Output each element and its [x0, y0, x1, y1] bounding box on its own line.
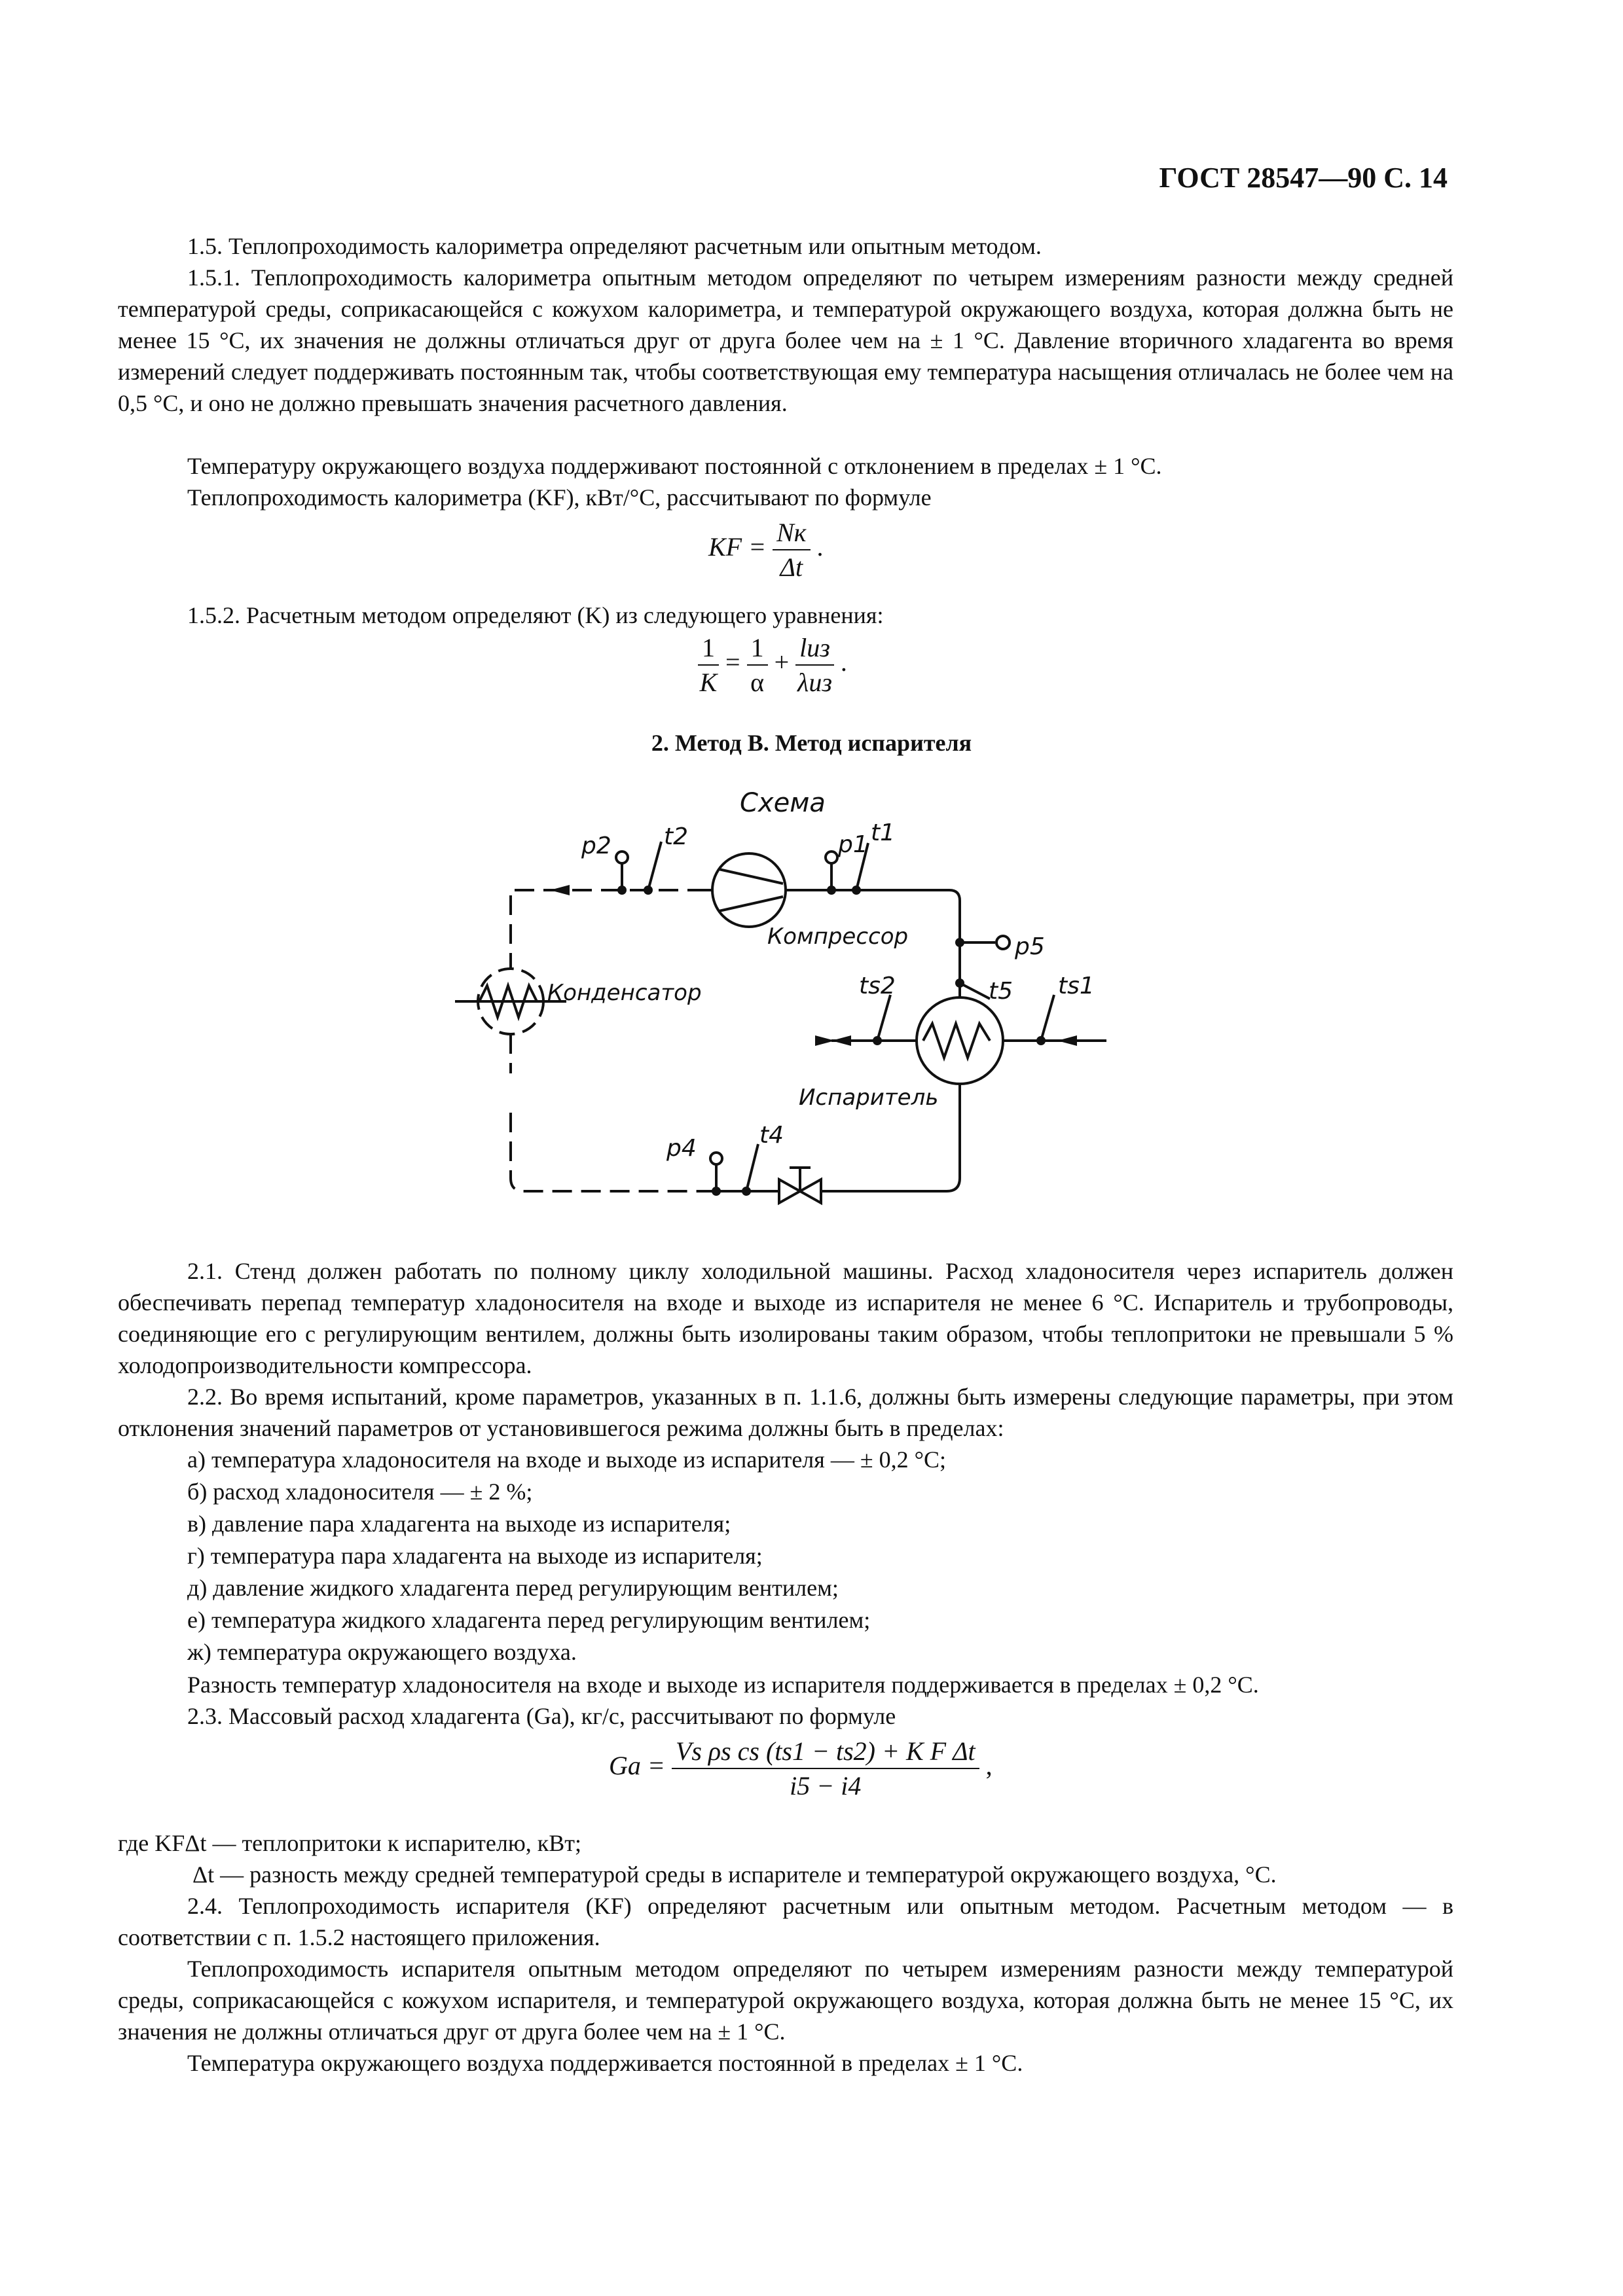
formula-k-term2-num: lиз	[795, 632, 834, 666]
label-p2: p2	[581, 833, 611, 859]
formula-kf-denominator: Δt	[780, 552, 803, 582]
label-p1: p1	[838, 831, 868, 858]
paragraph-2-2: 2.2. Во время испытаний, кроме параметров, указанных в п. 1.1.6, должны быть измерены следующие параметры, при этом отклонения значений параметров от установившегося режима должны быть в пределах:	[118, 1384, 1453, 1441]
label-ts2: ts2	[859, 973, 896, 999]
formula-k-lhs-num: 1	[698, 632, 719, 666]
label-p5: p5	[1015, 933, 1045, 960]
sensor-ts2-node	[873, 1036, 882, 1045]
formula-k	[698, 632, 847, 698]
evaporator-symbol	[917, 997, 1003, 1084]
formula-k-plus: +	[774, 647, 790, 677]
formula-kf-numerator: Nк	[773, 517, 810, 550]
formula-k-term1-num: 1	[747, 632, 768, 666]
paragraph-2-4-experimental: Теплопроходимость испарителя опытным методом определяют по четырем измерениям разности между температурой среды, соприкасающейся с кожухом испарителя, и температурой окружающего воздуха, которая должна быть не менее 15 °С, их значения не должны отличаться друг от друга более чем на ± 1 °С.	[118, 1956, 1453, 2045]
pipe-discharge-dashed	[511, 890, 707, 969]
formula-kf-end: .	[816, 532, 824, 562]
sensor-ts1-probe	[1041, 995, 1054, 1041]
sensor-t2-node	[644, 886, 653, 895]
refrigeration-scheme-diagram	[419, 772, 1152, 1244]
formula-ga	[609, 1736, 993, 1801]
page-header: ГОСТ 28547—90 С. 14	[1159, 162, 1448, 194]
formula-k-end: .	[840, 647, 847, 677]
formula-k-term1	[747, 632, 768, 698]
sensor-t2-probe	[648, 842, 661, 890]
formula-k-term2-den: λиз	[797, 668, 832, 697]
formula-k-term2	[795, 632, 834, 698]
sensor-p5-node	[955, 938, 964, 947]
list-item: г) температура пара хладагента на выходе из испарителя;	[187, 1543, 763, 1569]
where-line-2: Δt — разность между средней температурой среды в испарителе и температурой окружающего воздуха, °С.	[192, 1861, 1277, 1888]
parameter-list	[187, 1444, 946, 1668]
list-item: е) температура жидкого хладагента перед регулирующим вентилем;	[187, 1607, 871, 1633]
list-item: ж) температура окружающего воздуха.	[187, 1639, 577, 1665]
label-p4: p4	[666, 1135, 697, 1162]
formula-k-lhs	[698, 632, 719, 698]
sensor-p1-node	[827, 886, 836, 895]
formula-ga-fraction	[672, 1736, 979, 1801]
compressor-symbol	[712, 853, 786, 927]
formula-kf-fraction	[773, 517, 810, 583]
arrow-coolant-out	[831, 1035, 851, 1046]
diagram-title: Схема	[740, 788, 826, 818]
formula-ga-end: ,	[985, 1751, 993, 1781]
label-t2: t2	[664, 823, 689, 850]
sensor-ts2-probe	[877, 995, 890, 1041]
formula-ga-denominator: i5 − i4	[790, 1771, 862, 1801]
paragraph-temperature-difference: Разность температур хладоносителя на входе и выходе из испарителя поддерживается в пределах ± 0,2 °С.	[187, 1672, 1259, 1698]
sensor-p5-gauge	[996, 936, 1010, 949]
label-t5: t5	[989, 978, 1013, 1005]
sensor-t1-node	[852, 886, 861, 895]
sensor-ts1-node	[1036, 1036, 1046, 1045]
list-item: а) температура хладоносителя на входе и выходе из испарителя — ± 0,2 °С;	[187, 1446, 946, 1473]
sensor-p1-gauge	[826, 852, 837, 863]
label-ts1: ts1	[1058, 973, 1095, 999]
label-evaporator: Испаритель	[799, 1085, 939, 1111]
formula-kf	[708, 517, 824, 583]
paragraph-kf-intro: Теплопроходимость калориметра (KF), кВт/°С, рассчитывают по формуле	[187, 484, 932, 511]
paragraph-1-5-2: 1.5.2. Расчетным методом определяют (K) из следующего уравнения:	[187, 602, 884, 628]
label-condenser: Конденсатор	[547, 980, 702, 1006]
formula-kf-lhs: KF =	[708, 532, 767, 562]
list-item: б) расход хладоносителя — ± 2 %;	[187, 1479, 533, 1505]
sensor-p2-gauge	[616, 852, 628, 863]
arrow-coolant-in	[1057, 1035, 1077, 1046]
arrow-top-left	[550, 885, 570, 895]
paragraph-1-5-1: 1.5.1. Теплопроходимость калориметра опытным методом определяют по четырем измерениям разности между средней температурой среды, соприкасающейся с кожухом калориметра, и температурой окружающего воздуха, которая должна быть не менее 15 °С, их значения не должны отличаться друг от друга более чем на ± 1 °С. Давление вторичного хладагента во время измерений следует поддерживать постоянным так, чтобы соответствующая ему температура насыщения отличалась не более чем на 0,5 °С, и оно не должно превышать значения расчетного давления.	[118, 264, 1453, 416]
formula-k-term1-den: α	[750, 668, 765, 697]
paragraph-1-5: 1.5. Теплопроходимость калориметра определяют расчетным или опытным методом.	[187, 233, 1042, 259]
sensor-p4-node	[712, 1187, 721, 1196]
where-line-1: где KFΔt — теплопритоки к испарителю, кВт;	[118, 1830, 581, 1856]
sensor-t4-node	[742, 1187, 751, 1196]
list-item: в) давление пара хладагента на выходе из испарителя;	[187, 1511, 731, 1537]
formula-k-lhs-den: K	[699, 668, 718, 697]
label-t4: t4	[759, 1122, 784, 1149]
sensor-t5-node	[955, 978, 964, 988]
paragraph-2-4: 2.4. Теплопроходимость испарителя (KF) определяют расчетным или опытным методом. Расчетным методом — в соответствии с п. 1.5.2 настоящего приложения.	[118, 1893, 1453, 1950]
paragraph-last: Температура окружающего воздуха поддерживается постоянной в пределах ± 1 °С.	[187, 2050, 1023, 2076]
label-compressor: Компрессор	[767, 924, 909, 950]
list-item: д) давление жидкого хладагента перед регулирующим вентилем;	[187, 1575, 839, 1601]
sensor-p2-node	[617, 886, 627, 895]
paragraph-air-temperature: Температуру окружающего воздуха поддерживают постоянной с отклонением в пределах ± 1 °С.	[187, 453, 1162, 479]
formula-ga-lhs: Ga =	[609, 1751, 665, 1781]
sensor-p4-gauge	[710, 1153, 722, 1164]
expansion-valve-symbol	[779, 1168, 821, 1203]
formula-k-equals: =	[725, 647, 740, 677]
paragraph-2-1: 2.1. Стенд должен работать по полному циклу холодильной машины. Расход хладоносителя через испаритель должен обеспечивать перепад температур хладоносителя на входе и выходе из испарителя не менее 6 °С. Испаритель и трубопроводы, соединяющие его с регулирующим вентилем, должны быть изолированы таким образом, чтобы теплопритоки не превышали 5 % холодопроизводительности компрессора.	[118, 1258, 1453, 1378]
section-title: 2. Метод В. Метод испарителя	[651, 730, 972, 756]
formula-ga-numerator: Vs ρs cs (ts1 − ts2) + K F Δt	[672, 1736, 979, 1769]
sensor-t4-probe	[746, 1144, 758, 1191]
paragraph-2-3: 2.3. Массовый расход хладагента (Ga), кг/с, рассчитывают по формуле	[187, 1703, 896, 1729]
label-t1: t1	[871, 819, 896, 846]
